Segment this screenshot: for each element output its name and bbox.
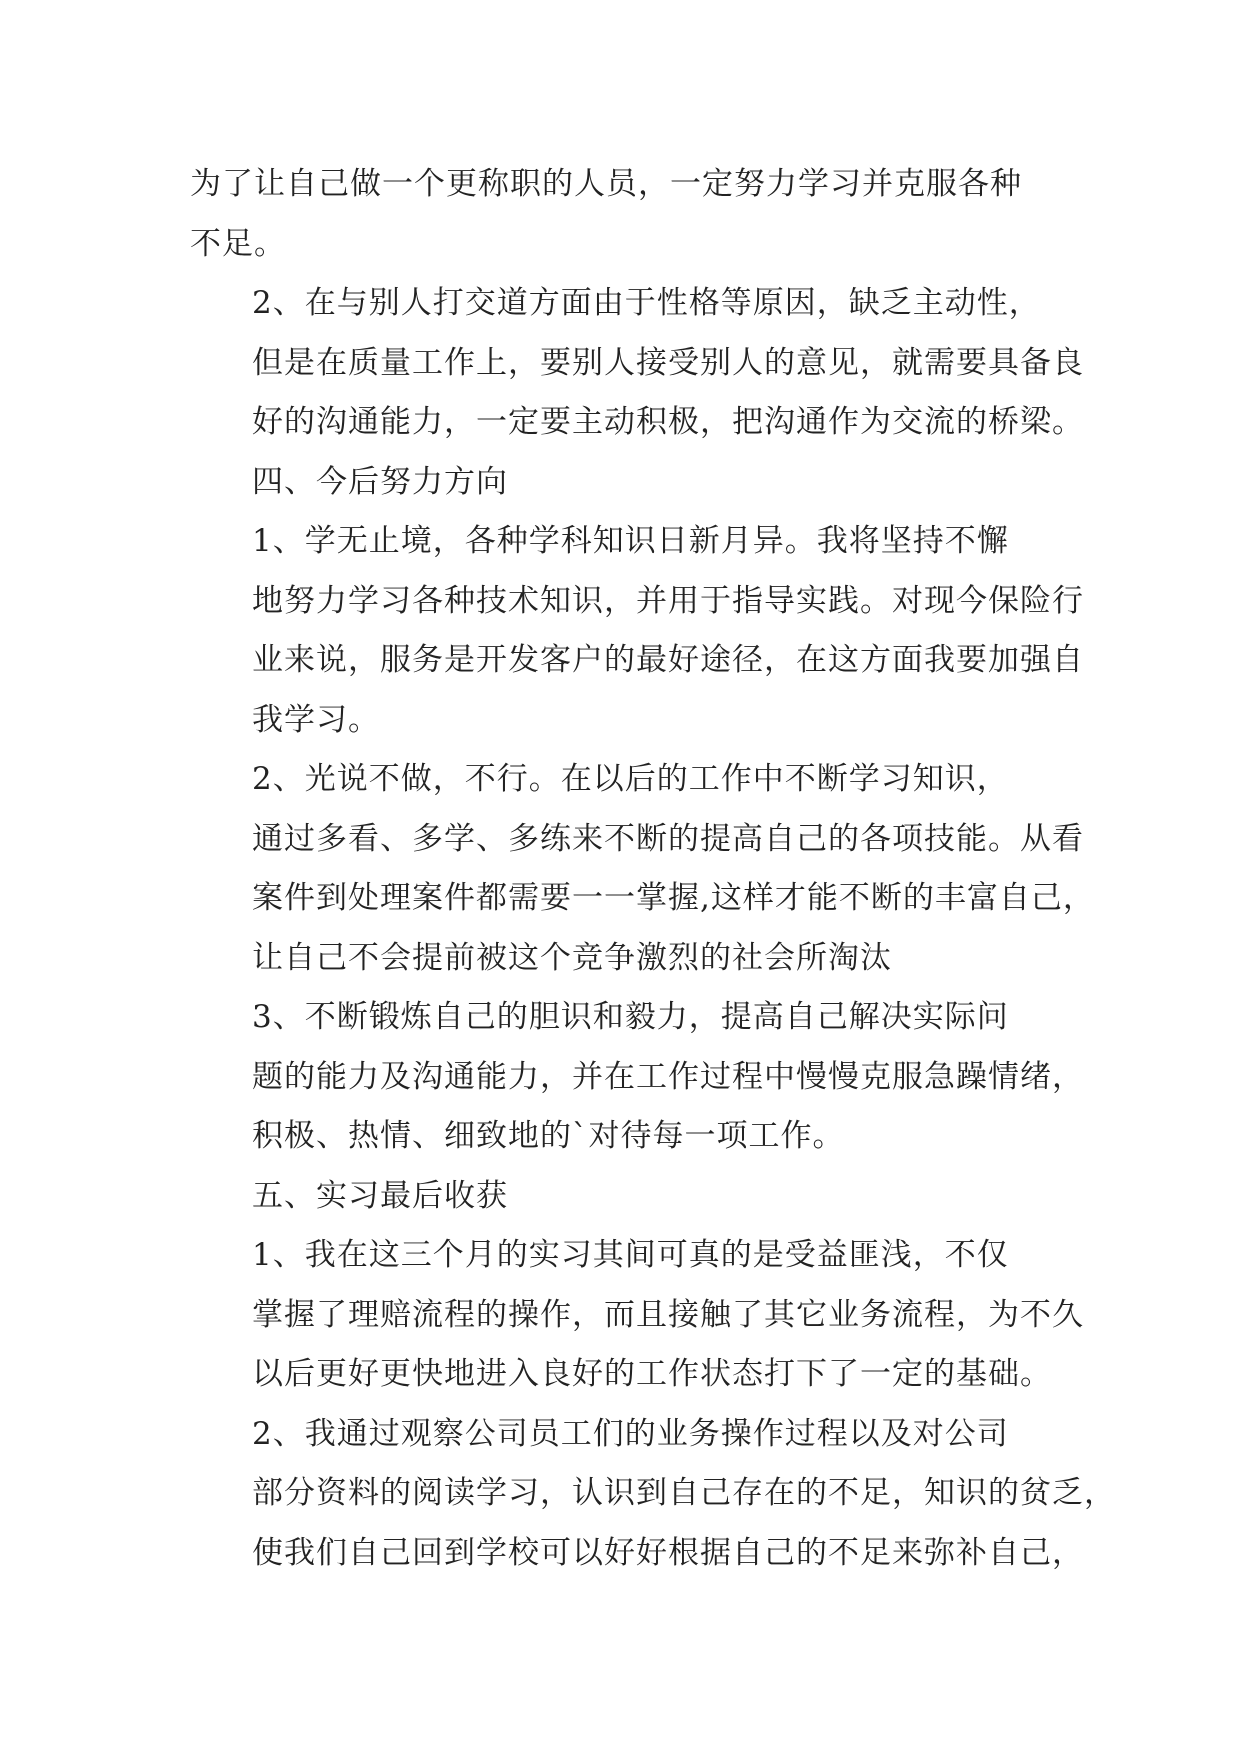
- text-line: 业来说，服务是开发客户的最好途径，在这方面我要加强自: [252, 642, 1084, 678]
- text-line: 掌握了理赔流程的操作，而且接触了其它业务流程，为不久: [252, 1296, 1084, 1333]
- text-line: 地努力学习各种技术知识，并用于指导实践。对现今保险行: [252, 582, 1084, 619]
- paragraph: [190, 274, 1084, 453]
- text-line: 通过多看、多学、多练来不断的提高自己的各项技能。从看: [252, 820, 1084, 857]
- paragraph: [190, 1167, 1070, 1227]
- text-line: 案件到处理案件都需要一一掌握,这样才能不断的丰富自己，: [252, 880, 1095, 916]
- text-line: 以后更好更快地进入良好的工作状态打下了一定的基础。: [252, 1356, 1052, 1392]
- paragraph: [190, 453, 1070, 513]
- text-line: 让自己不会提前被这个竞争激烈的社会所淘汰: [252, 939, 892, 976]
- paragraph: [190, 750, 1095, 988]
- text-line: 2、在与别人打交道方面由于性格等原因，缺乏主动性，: [252, 285, 1041, 321]
- text-line: 1、我在这三个月的实习其间可真的是受益匪浅，不仅: [252, 1237, 1009, 1273]
- text-line: 3、不断锻炼自己的胆识和毅力，提高自己解决实际问: [252, 999, 1009, 1035]
- text-line: 部分资料的阅读学习，认识到自己存在的不足，知识的贫乏，: [252, 1475, 1116, 1511]
- paragraph: [190, 988, 1084, 1167]
- text-line: 积极、热情、细致地的`对待每一项工作。: [252, 1118, 845, 1154]
- document-body: [190, 155, 1116, 1583]
- text-line: 2、我通过观察公司员工们的业务操作过程以及对公司: [252, 1415, 1009, 1452]
- text-line: 四、今后努力方向: [252, 463, 508, 500]
- text-line: 使我们自己回到学校可以好好根据自己的不足来弥补自己，: [252, 1534, 1084, 1571]
- paragraph: [190, 1226, 1084, 1405]
- text-line: 但是在质量工作上，要别人接受别人的意见，就需要具备良: [252, 344, 1084, 381]
- paragraph: [190, 1405, 1116, 1584]
- text-line: 为了让自己做一个更称职的人员，一定努力学习并克服各种: [190, 166, 1022, 202]
- text-line: 好的沟通能力，一定要主动积极，把沟通作为交流的桥梁。: [252, 404, 1084, 440]
- text-line: 我学习。: [252, 701, 380, 738]
- paragraph: [190, 512, 1084, 750]
- text-line: 1、学无止境，各种学科知识日新月异。我将坚持不懈: [252, 523, 1009, 559]
- paragraph: [190, 155, 1070, 274]
- text-line: 2、光说不做，不行。在以后的工作中不断学习知识，: [252, 761, 1009, 797]
- text-line: 题的能力及沟通能力，并在工作过程中慢慢克服急躁情绪，: [252, 1058, 1084, 1095]
- text-line: 不足。: [190, 225, 286, 262]
- text-line: 五、实习最后收获: [252, 1177, 508, 1214]
